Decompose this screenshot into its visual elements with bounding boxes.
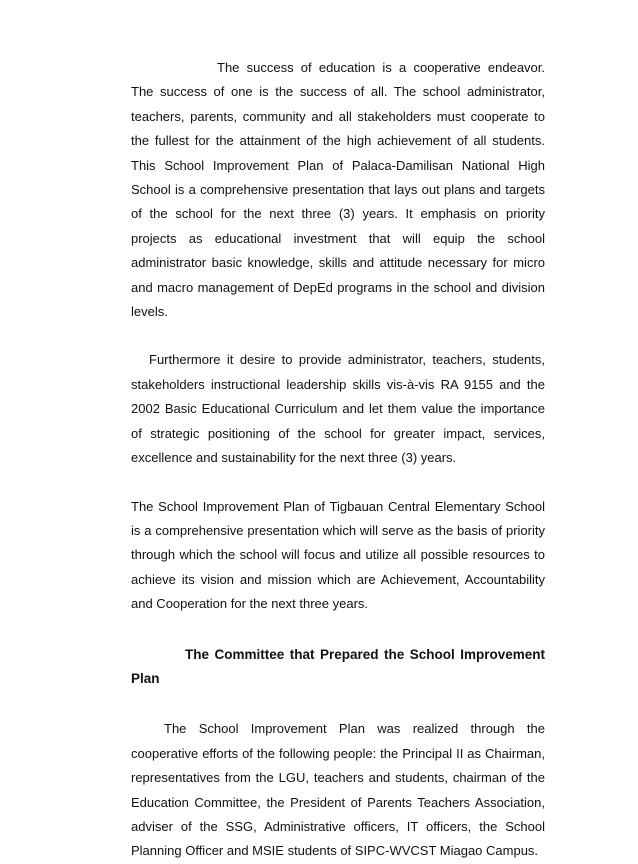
- furthermore-paragraph: Furthermore it desire to provide administrator, teachers, students, stakeholders instructional leadership skills vis-à-vis RA 9155 and the 2002 Basic Educational Curriculum and let them value the importance of strategic positioning of the school for greater impact, services, excellence and sustainability for the next three (3) years.: [131, 352, 545, 466]
- intro-paragraph: The success of education is a cooperative endeavor. The success of one is the success of all. The school administrator, teachers, parents, community and all stakeholders must cooperate to the fullest for the attainment of the high achievement of all students. This School Improvement Plan of Palaca-Damilisan National High School is a comprehensive presentation that lays out plans and targets of the school for the next three (3) years. It emphasis on priority projects as educational investment that will equip the school administrator basic knowledge, skills and attitude necessary for micro and macro management of DepEd programs in the school and division levels.: [131, 60, 545, 320]
- committee-heading: The Committee that Prepared the School Improvement Plan: [131, 646, 545, 686]
- document-page: [131, 56, 545, 864]
- committee-paragraph: The School Improvement Plan was realized through the cooperative efforts of the following people: the Principal II as Chairman, representatives from the LGU, teachers and students, chairman of the Education Committee, the President of Parents Teachers Association, adviser of the SSG, Administrative officers, IT officers, the School Planning Officer and MSIE students of SIPC-WVCST Miagao Campus.: [131, 721, 545, 859]
- tigbauan-paragraph: The School Improvement Plan of Tigbauan Central Elementary School is a comprehensive presentation which will serve as the basis of priority through which the school will focus and utilize all possible resources to achieve its vision and mission which are Achievement, Accountability and Cooperation for the next three years.: [131, 498, 545, 612]
